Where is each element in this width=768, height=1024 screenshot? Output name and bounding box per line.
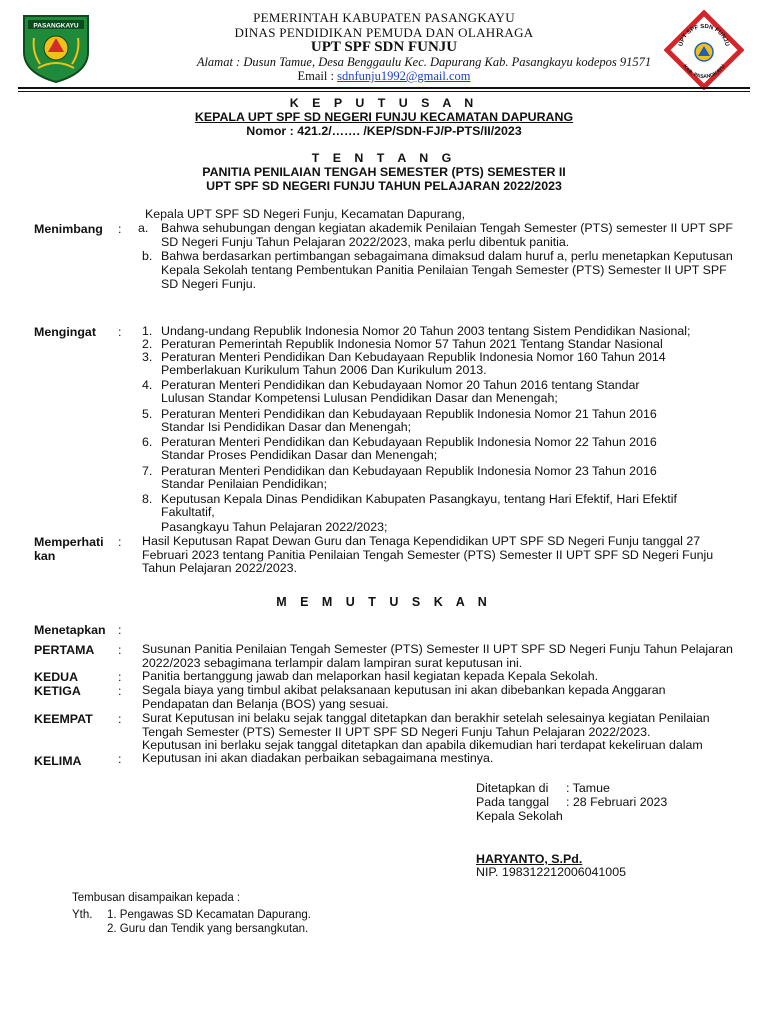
mengingat-item-number: 2. xyxy=(142,337,153,351)
signature-date-value: : 28 Februari 2023 xyxy=(566,795,668,809)
mengingat-item-number: 7. xyxy=(142,464,153,478)
kedua-label: KEDUA xyxy=(34,670,79,684)
mengingat-item-text: Keputusan Kepala Dinas Pendidikan Kabupaten Pasangkayu, tentang Hari Efektif, Hari Efektif xyxy=(161,492,677,506)
menetapkan-colon: : xyxy=(118,623,122,637)
memperhatikan-label-line1: Memperhati xyxy=(34,535,104,549)
mengingat-item-text-cont: Fakultatif, xyxy=(161,505,215,519)
signature-date-label: Pada tanggal xyxy=(476,795,550,809)
pertama-body xyxy=(142,643,738,670)
mengingat-label: Mengingat xyxy=(34,325,96,339)
ketiga-line2: Pendapatan dan Belanja (BOS) yang sesuai. xyxy=(142,696,389,711)
memperhatikan-label-line2: kan xyxy=(34,549,56,563)
memperhatikan-colon: : xyxy=(118,535,122,549)
pertama-label: PERTAMA xyxy=(34,643,95,657)
memperhatikan-line3: Tahun Pelajaran 2022/2023. xyxy=(142,561,298,576)
menimbang-b-line1: Bahwa berdasarkan pertimbangan sebagaimana dimaksud dalam huruf a, perlu menetapkan Keputusan xyxy=(161,249,733,263)
mengingat-colon: : xyxy=(118,325,122,339)
menimbang-b-line2: Kepala Sekolah tentang Pembentukan Panitia Penilaian Tengah Semester (PTS) Semester II UPT SPF xyxy=(161,263,727,277)
kop-rule-thick xyxy=(18,87,750,89)
mengingat-tail: Pasangkayu Tahun Pelajaran 2022/2023; xyxy=(161,520,388,534)
pertama-line1: Susunan Panitia Penilaian Tengah Semester (PTS) Semester II UPT SPF SD Negeri Funju Tahun Pelajaran xyxy=(142,642,733,656)
mengingat-item-number: 5. xyxy=(142,407,153,421)
mengingat-item-number: 1. xyxy=(142,324,153,338)
pertama-line2: 2022/2023 sebagimana terlampir dalam lampiran surat keputusan ini. xyxy=(142,655,523,670)
signature-place-label: Ditetapkan di xyxy=(476,781,549,795)
keempat-colon: : xyxy=(118,712,122,726)
menimbang-label: Menimbang xyxy=(34,222,103,236)
ketiga-body xyxy=(142,684,738,711)
mengingat-item-text: Peraturan Menteri Pendidikan dan Kebudayaan Republik Indonesia Nomor 22 Tahun 2016 xyxy=(161,435,657,449)
kop-school-name: UPT SPF SDN FUNJU xyxy=(310,39,458,55)
mengingat-item-number: 3. xyxy=(142,350,153,364)
kop-email-line xyxy=(0,69,768,84)
mengingat-item-text: Peraturan Menteri Pendidikan dan Kebudayaan Republik Indonesia Nomor 23 Tahun 2016 xyxy=(161,464,657,478)
memperhatikan-label xyxy=(34,535,104,563)
signature-place-value: : Tamue xyxy=(566,781,610,795)
decree-number: Nomor : 421.2/……. /KEP/SDN-FJ/P-PTS/II/2023 xyxy=(246,124,522,138)
mengingat-item-number: 8. xyxy=(142,492,153,506)
school-logo-top-text: UPT SPF SDN FUNJU xyxy=(678,23,730,47)
menetapkan-label: Menetapkan xyxy=(34,623,106,637)
mengingat-item-text: Undang-undang Republik Indonesia Nomor 20 Tahun 2003 tentang Sistem Pendidikan Nasional; xyxy=(161,324,691,338)
kop-rule-thin xyxy=(18,91,750,92)
ketiga-line1: Segala biaya yang timbul akibat pelaksanaan keputusan ini akan dibebankan kepada Anggaran xyxy=(142,683,666,697)
signature-role: Kepala Sekolah xyxy=(476,809,563,823)
kop-department: DINAS PENDIDIKAN PEMUDA DAN OLAHRAGA xyxy=(234,25,534,40)
decree-title: K E P U T U S A N xyxy=(289,96,479,110)
school-logo-bottom-text: KAB. PASANGKAYU xyxy=(681,63,727,81)
intro-text: Kepala UPT SPF SD Negeri Funju, Kecamatan Dapurang, xyxy=(145,207,466,221)
decree-about: T E N T A N G xyxy=(311,151,457,165)
email-link[interactable]: sdnfunju1992@gmail.com xyxy=(337,69,471,83)
cc-item: 2. Guru dan Tendik yang bersangkutan. xyxy=(107,923,309,935)
mengingat-list xyxy=(142,325,738,535)
kedua-line1: Panitia bertanggung jawab dan melaporkan hasil kegiatan kepada Kepala Sekolah. xyxy=(142,669,599,683)
emblem-label: PASANGKAYU xyxy=(33,22,79,30)
signature-place-row xyxy=(476,781,726,795)
pertama-colon: : xyxy=(118,643,122,657)
memutuskan-heading: M E M U T U S K A N xyxy=(276,595,492,609)
mengingat-item-text: Peraturan Menteri Pendidikan dan Kebudayaan Republik Indonesia Nomor 21 Tahun 2016 xyxy=(161,407,657,421)
mengingat-item-text-cont: Standar Isi Pendidikan Dasar dan Menengah; xyxy=(161,420,412,434)
kelima-label: KELIMA xyxy=(34,754,82,768)
decree-subject-line1: PANITIA PENILAIAN TENGAH SEMESTER (PTS) SEMESTER II xyxy=(202,165,566,179)
signature-nip: NIP. 198312212006041005 xyxy=(476,865,626,879)
mengingat-item-text-cont: Lulusan Standar Kompetensi Lulusan Pendidikan Dasar dan Menengah; xyxy=(161,391,558,405)
menimbang-b-line3: SD Negeri Funju. xyxy=(161,277,257,291)
menimbang-b-mark: b. xyxy=(142,249,153,263)
kop-government: PEMERINTAH KABUPATEN PASANGKAYU xyxy=(253,10,515,25)
mengingat-item-text: Peraturan Menteri Pendidikan Dan Kebudayaan Republik Indonesia Nomor 160 Tahun 2014 xyxy=(161,350,666,364)
mengingat-item-text-cont: Standar Penilaian Pendidikan; xyxy=(161,477,328,491)
mengingat-item-text: Peraturan Pemerintah Republik Indonesia Nomor 57 Tahun 2021 Tentang Standar Nasional xyxy=(161,337,663,351)
decree-issuer: KEPALA UPT SPF SD NEGERI FUNJU KECAMATAN DAPURANG xyxy=(194,110,574,124)
decree-subject-line2: UPT SPF SD NEGERI FUNJU TAHUN PELAJARAN 2022/2023 xyxy=(206,179,562,193)
memperhatikan-line2: Februari 2023 tentang Panitia Penilaian Tengah Semester (PTS) Semester II UPT SPF SD Negeri Funju xyxy=(142,547,714,562)
mengingat-item-text: Peraturan Menteri Pendidikan dan Kebudayaan Nomor 20 Tahun 2016 tentang Standar xyxy=(161,378,640,392)
ketiga-colon: : xyxy=(118,684,122,698)
menimbang-a-line1: Bahwa sehubungan dengan kegiatan akademik Penilaian Tengah Semester (PTS) semester II UPT SPF xyxy=(161,221,733,235)
mengingat-item-text-cont: Pemberlakuan Kurikulum Tahun 2006 Dan Kurikulum 2013. xyxy=(161,363,487,377)
kelima-line1: Keputusan ini akan diadakan perbaikan sebagaimana mestinya. xyxy=(142,751,494,765)
keempat-body xyxy=(142,712,738,753)
kop-address: Alamat : Dusun Tamue, Desa Benggaulu Kec. Dapurang Kab. Pasangkayu kodepos 91571 xyxy=(196,55,652,69)
keempat-label: KEEMPAT xyxy=(34,712,93,726)
menimbang-colon: : xyxy=(118,222,122,236)
kelima-colon: : xyxy=(118,752,122,766)
memperhatikan-body xyxy=(142,535,738,576)
menimbang-a-mark: a. xyxy=(138,221,149,235)
keempat-line3: Keputusan ini berlaku sejak tanggal ditetapkan dan apabila dikemudian hari terdapat kekeliruan dalam xyxy=(142,738,703,753)
cc-title: Tembusan disampaikan kepada : xyxy=(72,892,241,904)
cc-item: 1. Pengawas SD Kecamatan Dapurang. xyxy=(107,909,311,921)
signature-name: HARYANTO, S.Pd. xyxy=(476,852,583,866)
signature-date-row xyxy=(476,795,726,809)
kedua-colon: : xyxy=(118,670,122,684)
email-label: Email : xyxy=(297,69,334,83)
mengingat-item-number: 6. xyxy=(142,435,153,449)
cc-yth: Yth. xyxy=(72,909,93,921)
keempat-line1: Surat Keputusan ini belaku sejak tanggal ditetapkan dan berakhir setelah selesainya kegiatan Penilaian xyxy=(142,711,710,725)
mengingat-item-text-cont: Standar Proses Pendidikan Dasar dan Menengah; xyxy=(161,448,438,462)
ketiga-label: KETIGA xyxy=(34,684,81,698)
signature-block xyxy=(476,781,726,823)
menimbang-body xyxy=(138,221,738,292)
menimbang-a-line2: SD Negeri Funju Tahun Pelajaran 2022/2023, maka perlu dibentuk panitia. xyxy=(161,235,570,249)
mengingat-item-number: 4. xyxy=(142,378,153,392)
keempat-line2: Tengah Semester (PTS) Semester II UPT SPF SD Negeri Funju Tahun Pelajaran 2022/2023. xyxy=(142,724,651,739)
memperhatikan-line1: Hasil Keputusan Rapat Dewan Guru dan Tenaga Kependidikan UPT SPF SD Negeri Funju tanggal 27 xyxy=(142,534,701,548)
